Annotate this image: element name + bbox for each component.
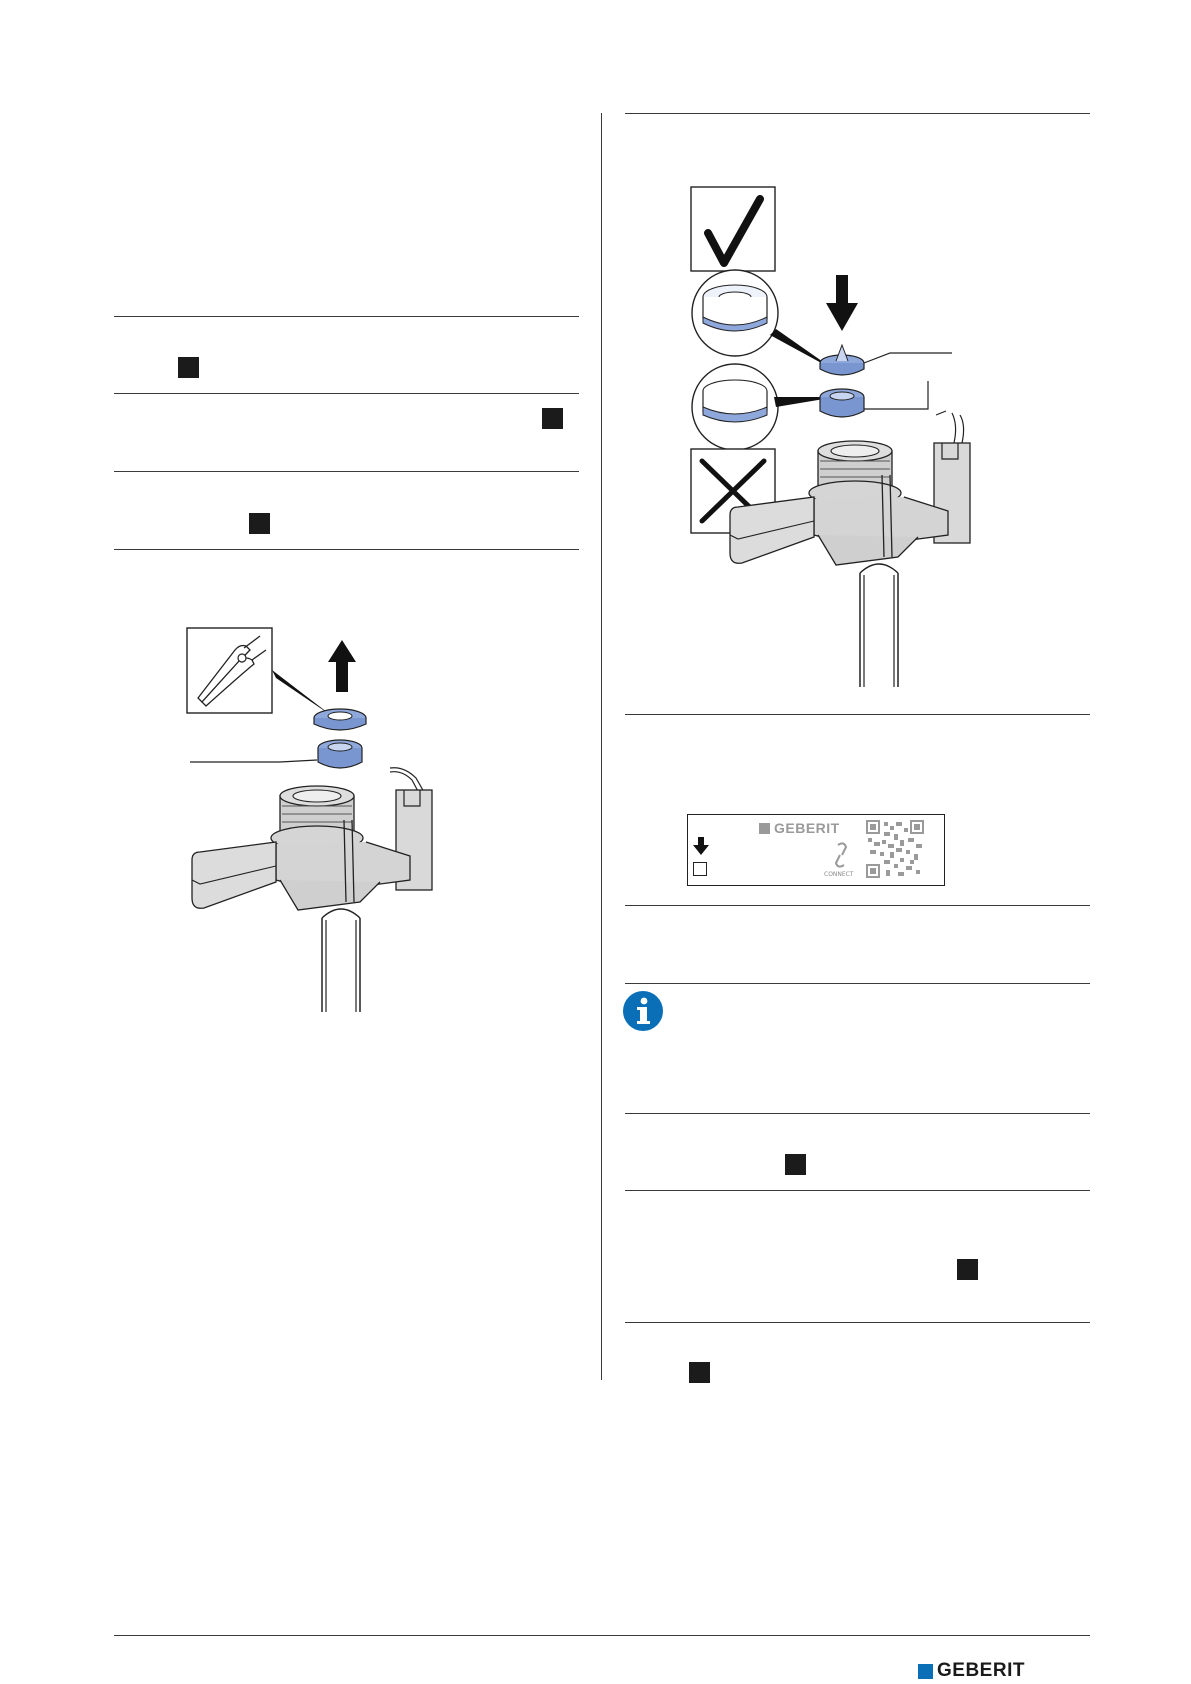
step-reference-square <box>249 513 270 534</box>
separator <box>114 393 579 394</box>
step-reference-square <box>689 1362 710 1383</box>
check-mark-icon <box>691 187 775 271</box>
footer-rule <box>114 1635 1090 1636</box>
filter-removal-illustration <box>180 620 500 1020</box>
separator <box>114 316 579 317</box>
separator <box>114 549 579 550</box>
qr-code <box>866 820 924 878</box>
separator <box>625 983 1090 984</box>
filter-insertion-illustration <box>690 185 1010 695</box>
step-reference-square <box>542 408 563 429</box>
separator <box>625 714 1090 715</box>
label-connect-text: CONNECT <box>824 871 854 878</box>
footer-brand-logo: GEBERIT <box>918 1660 1025 1682</box>
separator <box>625 905 1090 906</box>
arrow-up-icon <box>328 640 356 692</box>
link-icon <box>830 841 852 869</box>
arrow-down-icon <box>692 837 710 857</box>
step-reference-square <box>957 1259 978 1280</box>
label-brand-logo: GEBERIT <box>759 820 840 836</box>
separator <box>114 471 579 472</box>
arrow-down-icon <box>826 275 858 331</box>
column-divider <box>601 113 602 1380</box>
separator <box>625 1190 1090 1191</box>
product-label-panel <box>687 814 945 886</box>
info-icon <box>623 991 663 1031</box>
pliers-icon <box>187 628 272 713</box>
separator <box>625 1113 1090 1114</box>
separator <box>625 1322 1090 1323</box>
separator <box>625 113 1090 114</box>
step-reference-square <box>178 357 199 378</box>
brand-square <box>918 1664 933 1679</box>
step-reference-square <box>785 1154 806 1175</box>
checkbox-square <box>693 862 707 876</box>
